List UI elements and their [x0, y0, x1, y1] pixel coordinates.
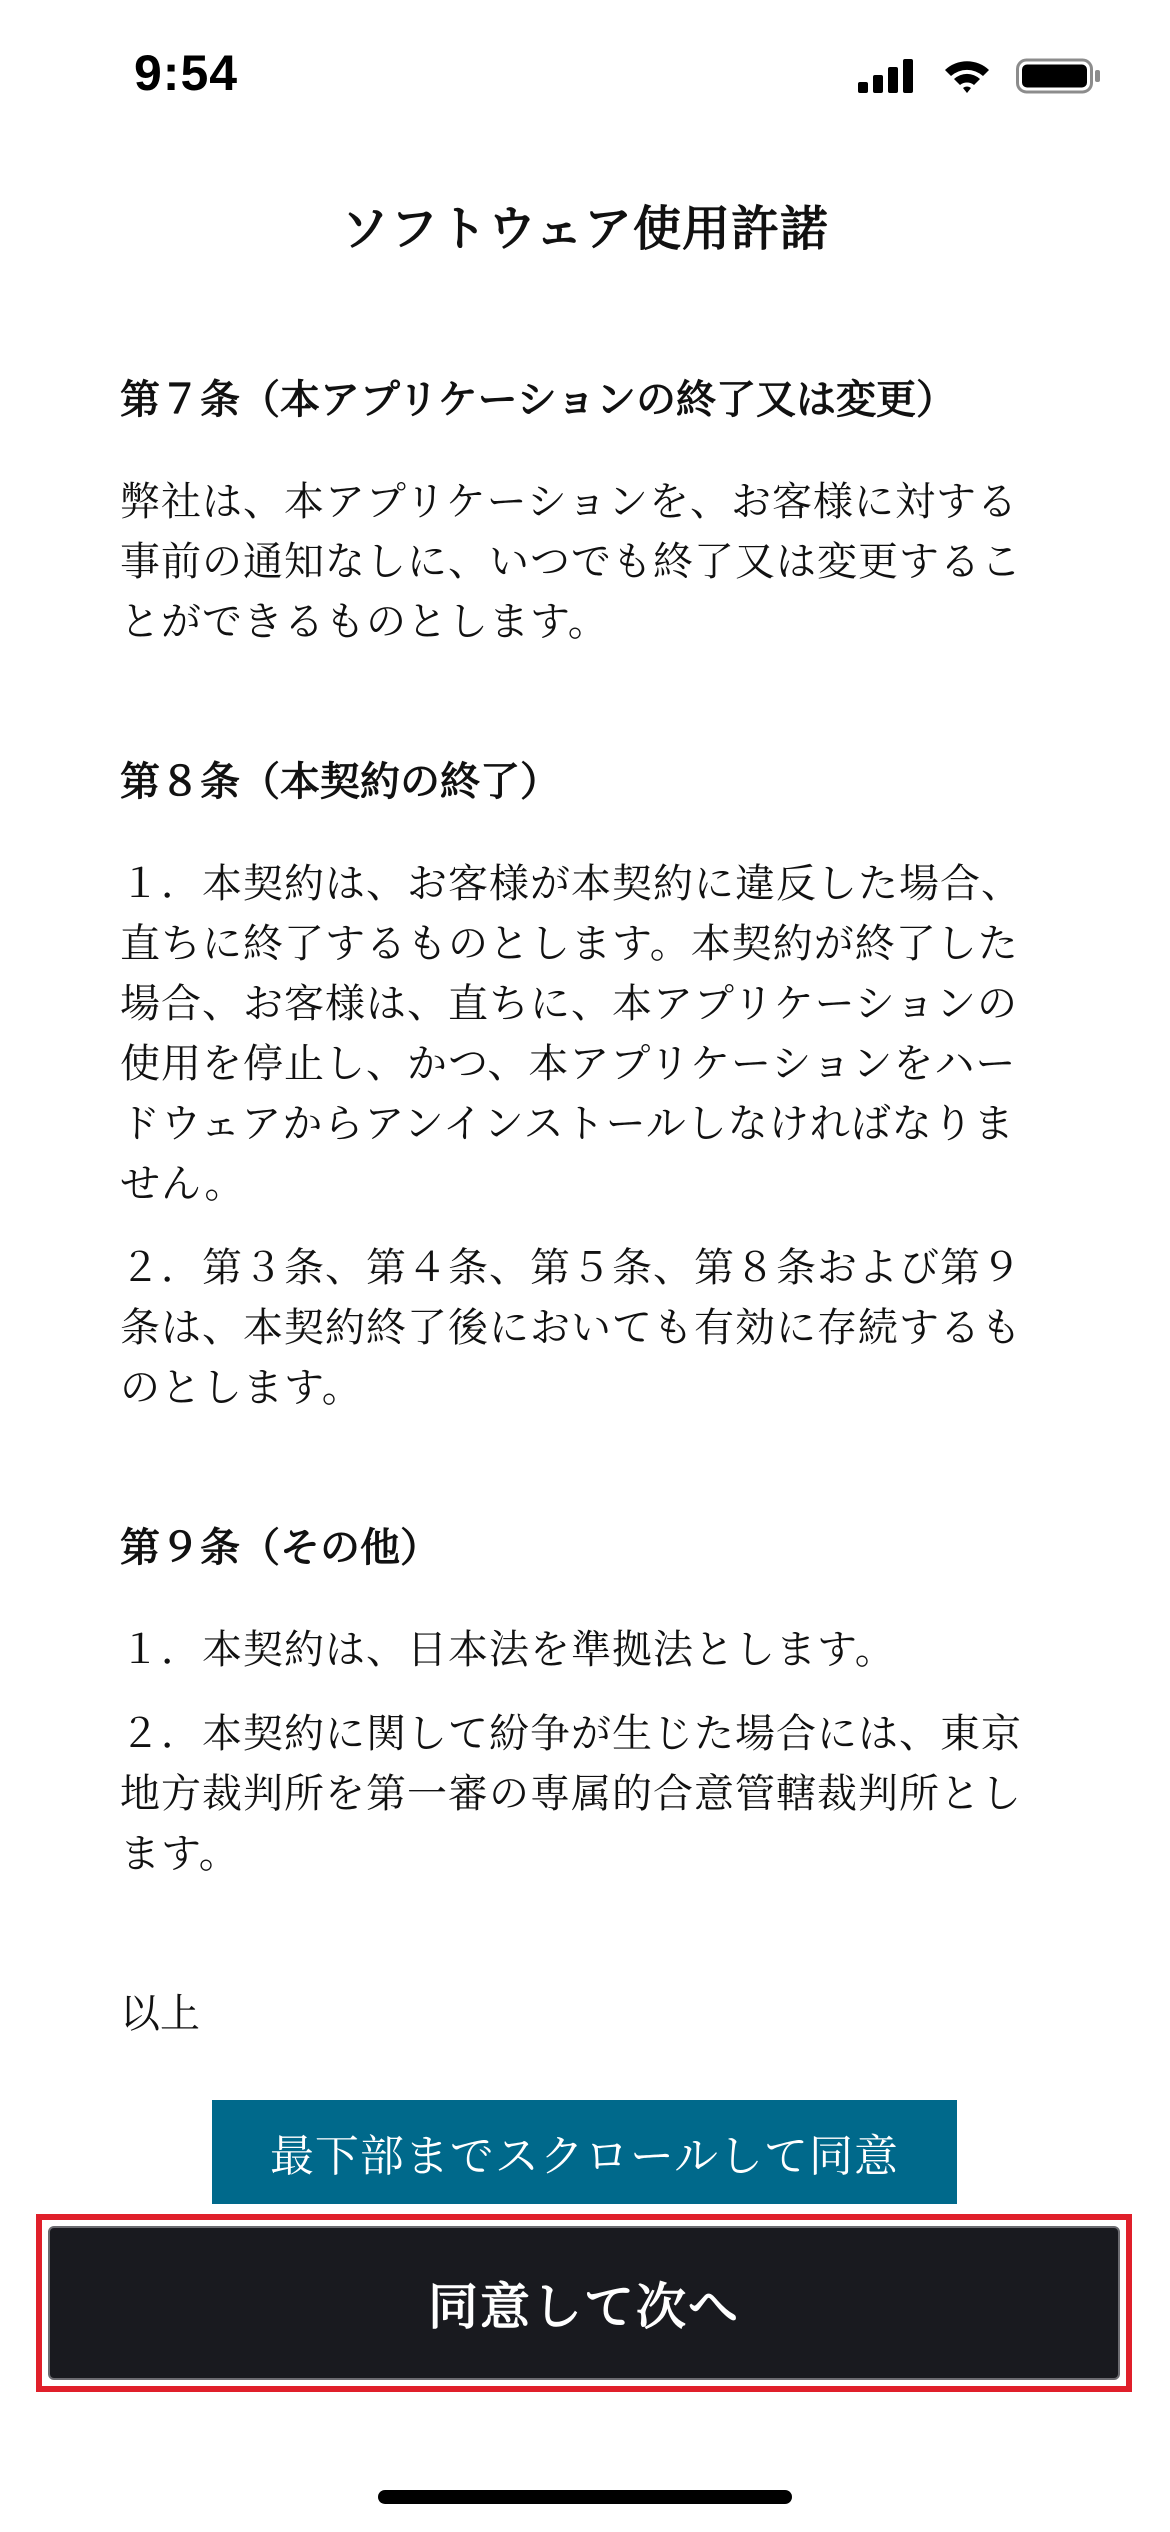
section-paragraph: １．本契約は、お客様が本契約に違反した場合、直ちに終了するものとします。本契約が終了した場合、お客様は、直ちに、本アプリケーションの使用を停止し、かつ、本アプリケーションをハードウェアからアンインストールしなければなりません。 — [120, 861, 1022, 1207]
status-icons — [858, 56, 1102, 100]
section-paragraph: 弊社は、本アプリケーションを、お客様に対する事前の通知なしに、いつでも終了又は変更することができるものとします。 — [120, 479, 1022, 645]
status-bar — [0, 0, 1170, 150]
section-paragraph: ２．第３条、第４条、第５条、第８条および第９条は、本契約終了後においても有効に存続するものとします。 — [120, 1245, 1022, 1411]
closing-text: 以上 — [120, 1991, 200, 2037]
section-heading: 第７条（本アプリケーションの終了又は変更） — [120, 377, 956, 423]
section-paragraph: １．本契約は、日本法を準拠法とします。 — [120, 1627, 896, 1673]
section-article-9 — [120, 1518, 1040, 1884]
status-time: 9:54 — [134, 45, 239, 101]
section-article-7 — [120, 370, 1040, 652]
section-paragraph: ２．本契約に関して紛争が生じた場合には、東京地方裁判所を第一審の専属的合意管轄裁判所とします。 — [120, 1711, 1022, 1877]
agree-button-highlight — [36, 2214, 1132, 2392]
home-indicator[interactable] — [378, 2490, 792, 2504]
agree-and-next-button[interactable]: 同意して次へ — [48, 2226, 1120, 2380]
section-heading: 第８条（本契約の終了） — [120, 759, 560, 805]
section-article-8 — [120, 752, 1040, 1418]
scroll-to-bottom-notice: 最下部までスクロールして同意 — [212, 2100, 957, 2204]
battery-icon — [1016, 56, 1102, 100]
section-heading: 第９条（その他） — [120, 1525, 440, 1571]
page-title: ソフトウェア使用許諾 — [340, 201, 830, 257]
cellular-signal-icon — [858, 56, 918, 100]
wifi-icon — [942, 56, 992, 100]
license-content[interactable] — [120, 370, 1040, 2044]
